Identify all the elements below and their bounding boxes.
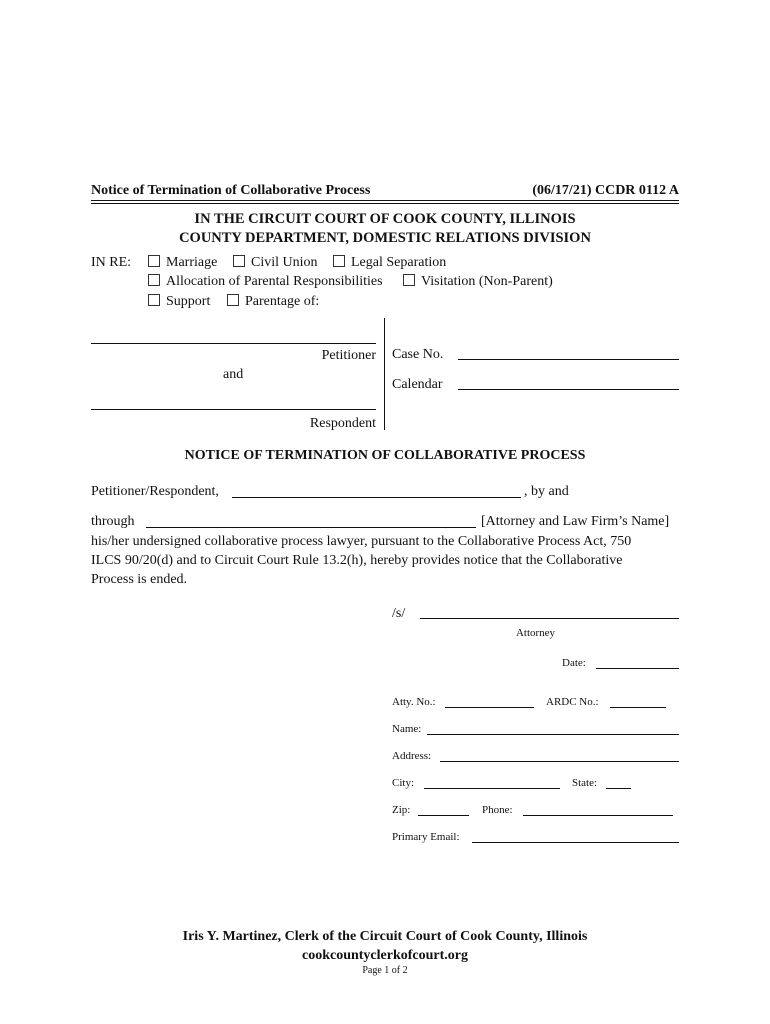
option-visitation[interactable] [403, 274, 553, 290]
phone-field[interactable] [523, 815, 673, 816]
address-field[interactable] [440, 761, 679, 762]
option-marriage[interactable] [148, 255, 217, 271]
calendar-field[interactable] [458, 389, 679, 390]
checkbox-icon[interactable] [227, 294, 239, 306]
address-label: Address: [392, 750, 432, 762]
state-field[interactable] [606, 788, 631, 789]
signature-prefix: /s/ [392, 606, 406, 621]
header-rule-thin [91, 203, 679, 204]
phone-label: Phone: [482, 804, 513, 816]
checkbox-icon[interactable] [148, 274, 160, 286]
option-label: Civil Union [251, 255, 318, 270]
calendar-label: Calendar [392, 377, 443, 392]
city-field[interactable] [424, 788, 560, 789]
checkbox-icon[interactable] [148, 255, 160, 267]
option-label: Visitation (Non-Parent) [421, 274, 553, 289]
email-field[interactable] [472, 842, 679, 843]
checkbox-icon[interactable] [233, 255, 245, 267]
in-re-label: IN RE: [91, 255, 132, 270]
atty-no-label: Atty. No.: [392, 696, 436, 708]
atty-no-field[interactable] [445, 707, 534, 708]
ardc-no-label: ARDC No.: [546, 696, 599, 708]
date-label: Date: [562, 657, 586, 669]
checkbox-icon[interactable] [148, 294, 160, 306]
state-label: State: [572, 777, 598, 789]
zip-field[interactable] [418, 815, 469, 816]
through-text: through [91, 514, 135, 529]
option-label: Support [166, 294, 211, 309]
notice-body-line3: ILCS 90/20(d) and to Circuit Court Rule 13.2(h), hereby provides notice that the Collaborative [91, 553, 623, 568]
zip-label: Zip: [392, 804, 411, 816]
notice-body-line4: Process is ended. [91, 572, 188, 587]
caption-divider [384, 318, 385, 430]
and-label: and [223, 367, 244, 382]
option-civil-union[interactable] [233, 255, 318, 271]
option-parentage[interactable] [227, 294, 319, 310]
party-name-field[interactable] [232, 497, 521, 498]
signature-field[interactable] [420, 618, 679, 619]
form-title: Notice of Termination of Collaborative Process [91, 183, 371, 198]
notice-title: NOTICE OF TERMINATION OF COLLABORATIVE PROCESS [184, 448, 586, 463]
party-label: Petitioner/Respondent, [91, 484, 219, 499]
option-support[interactable] [148, 294, 210, 310]
option-legal-separation[interactable] [333, 255, 446, 271]
clerk-line: Iris Y. Martinez, Clerk of the Circuit Court of Cook County, Illinois [182, 929, 588, 944]
name-field[interactable] [427, 734, 679, 735]
petitioner-name-field[interactable] [91, 343, 376, 344]
checkbox-icon[interactable] [403, 274, 415, 286]
form-code: (06/17/21) CCDR 0112 A [532, 183, 679, 198]
city-label: City: [392, 777, 415, 789]
case-no-label: Case No. [392, 347, 444, 362]
name-label: Name: [392, 723, 422, 735]
date-field[interactable] [596, 668, 679, 669]
page-number: Page 1 of 2 [362, 965, 408, 976]
option-label: Parentage of: [245, 294, 320, 309]
checkbox-icon[interactable] [333, 255, 345, 267]
case-no-field[interactable] [458, 359, 679, 360]
court-heading-line2: COUNTY DEPARTMENT, DOMESTIC RELATIONS DIVISION [179, 230, 591, 246]
option-allocation[interactable] [148, 274, 383, 290]
petitioner-label: Petitioner [321, 348, 376, 363]
ardc-no-field[interactable] [610, 707, 666, 708]
respondent-label: Respondent [309, 416, 376, 431]
attorney-firm-hint: [Attorney and Law Firm’s Name] [481, 514, 670, 529]
attorney-caption: Attorney [515, 627, 556, 639]
email-label: Primary Email: [392, 831, 460, 843]
clerk-website[interactable]: cookcountyclerkofcourt.org [301, 948, 469, 963]
respondent-name-field[interactable] [91, 409, 376, 410]
option-label: Legal Separation [351, 255, 447, 270]
notice-body-line2: his/her undersigned collaborative process lawyer, pursuant to the Collaborative Process Act, 750 [91, 534, 632, 549]
attorney-firm-field[interactable] [146, 527, 476, 528]
option-label: Allocation of Parental Responsibilities [166, 274, 383, 289]
option-label: Marriage [166, 255, 218, 270]
header-rule [91, 200, 679, 201]
court-heading-line1: IN THE CIRCUIT COURT OF COOK COUNTY, ILLINOIS [194, 211, 576, 227]
by-and-text: , by and [524, 484, 569, 499]
